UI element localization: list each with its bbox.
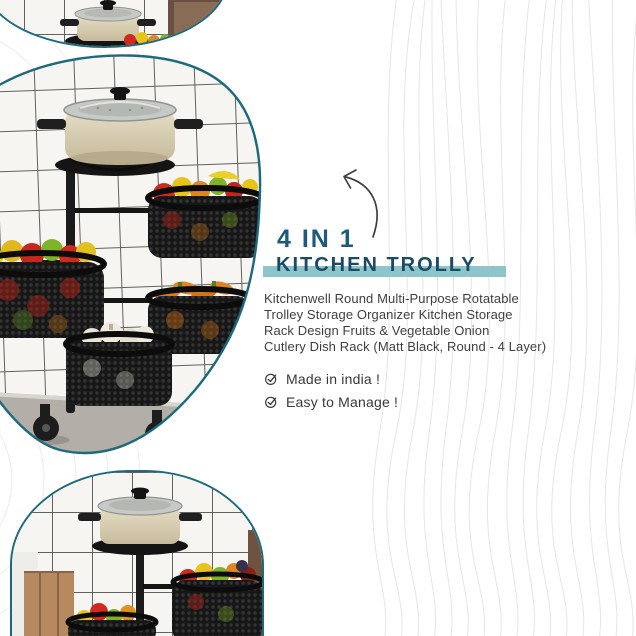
garlic-basket <box>66 322 172 406</box>
product-photo-top <box>0 0 228 48</box>
trolley-photo-bottom-scene <box>12 472 262 636</box>
trolley-photo-main-scene <box>0 48 270 468</box>
fruit-basket-upper <box>148 171 263 258</box>
feature-item <box>264 394 398 410</box>
carrot-basket <box>148 279 250 354</box>
subheadline: KITCHEN TROLLY <box>276 254 477 276</box>
product-photo-main <box>0 48 270 468</box>
wooden-cabinet <box>24 572 74 636</box>
description-line: Cutlery Dish Rack (Matt Black, Round - 4 Layer) <box>264 339 547 354</box>
description-line: Kitchenwell Round Multi-Purpose Rotatable <box>264 291 519 306</box>
check-circle-icon <box>264 395 278 409</box>
headline: 4 IN 1 <box>277 225 356 253</box>
description-line: Trolley Storage Organizer Kitchen Storage <box>264 307 513 322</box>
check-circle-icon <box>264 372 278 386</box>
feature-label: Made in india ! <box>286 371 381 387</box>
feature-list <box>264 371 398 410</box>
feature-label: Easy to Manage ! <box>286 394 399 410</box>
description-line: Rack Design Fruits & Vegetable Onion <box>264 323 490 338</box>
product-description <box>264 291 546 355</box>
product-photo-bottom <box>10 470 264 636</box>
feature-item <box>264 371 398 387</box>
trolley-photo-top-scene <box>0 0 226 46</box>
fruit-basket-left <box>0 239 104 338</box>
